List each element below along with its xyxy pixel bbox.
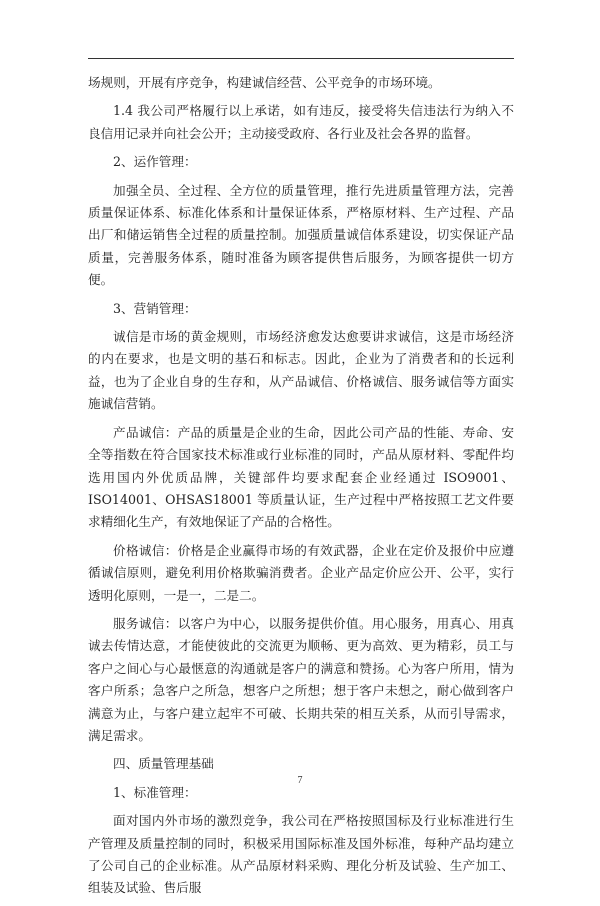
heading-operation-management: 2、运作管理： [113, 154, 197, 170]
heading-quality-foundation: 四、质量管理基础 [113, 756, 214, 772]
heading-marketing-management: 3、营销管理： [113, 300, 197, 316]
paragraph-price-integrity: 价格诚信：价格是企业赢得市场的有效武器，企业在定价及报价中应遵循诚信原则，避免利用价格欺骗消费者。企业产品定价应公开、公平，实行透明化原则，一是一，二是二。 [88, 542, 514, 603]
page-number: 7 [297, 775, 303, 786]
paragraph-service-integrity: 服务诚信：以客户为中心，以服务提供价值。用心服务，用真心、用真诚去传情达意，才能使彼此的交流更为顺畅、更为高效、更为精彩，员工与客户之间心与心最惬意的沟通就是客户的满意和赞扬。心为客户所用，情为客户所系；急客户之所急，想客户之所想；想于客户未想之，耐心做到客户满意为止，与客户建立起牢不可破、长期共荣的相互关系，从而引导需求，满足需求。 [88, 615, 514, 743]
paragraph-integrity-rule: 诚信是市场的黄金规则，市场经济愈发达愈要讲求诚信，这是市场经济的内在要求，也是文明的基石和标志。因此，企业为了消费者和的长远利益，也为了企业自身的生存和，从产品诚信、价格诚信、服务诚信等方面实施诚信营销。 [88, 329, 514, 412]
header-rule [88, 58, 514, 59]
paragraph-quality-management: 加强全员、全过程、全方位的质量管理，推行先进质量管理方法，完善质量保证体系、标准化体系和计量保证体系，严格原材料、生产过程、产品出厂和储运销售全过程的质量控制。加强质量诚信体系建设，切实保证产品质量，完善服务体系，随时准备为顾客提供售后服务，为顾客提供一切方便。 [88, 182, 514, 288]
paragraph-commitment-1-4: 1.4 我公司严格履行以上承诺，如有违反，接受将失信违法行为纳入不良信用记录并向社会公开；主动接受政府、各行业及社会各界的监督。 [88, 103, 514, 141]
heading-standard-management: 1、标准管理： [113, 784, 197, 800]
paragraph-product-integrity: 产品诚信：产品的质量是企业的生命，因此公司产品的性能、寿命、安全等指数在符合国家技术标准或行业标准的同时，产品从原材料、零配件均选用国内外优质品牌，关键部件均要求配套企业经通过 ISO9001、ISO14001、OHSAS18001 等质量认证，生产过程中严格按照工艺文件要求精细化生产，有效地保证了产品的合格性。 [88, 424, 514, 530]
paragraph-continuation: 场规则，开展有序竞争，构建诚信经营、公平竞争的市场环境。 [88, 75, 441, 90]
paragraph-standard-management: 面对国内外市场的激烈竞争，我公司在严格按照国标及行业标准进行生产管理及质量控制的同时，积极采用国际标准及国外标准，每种产品均建立了公司自己的企业标准。从产品原材料采购、理化分析及试验、生产加工、组装及试验、售后服 [88, 813, 514, 896]
